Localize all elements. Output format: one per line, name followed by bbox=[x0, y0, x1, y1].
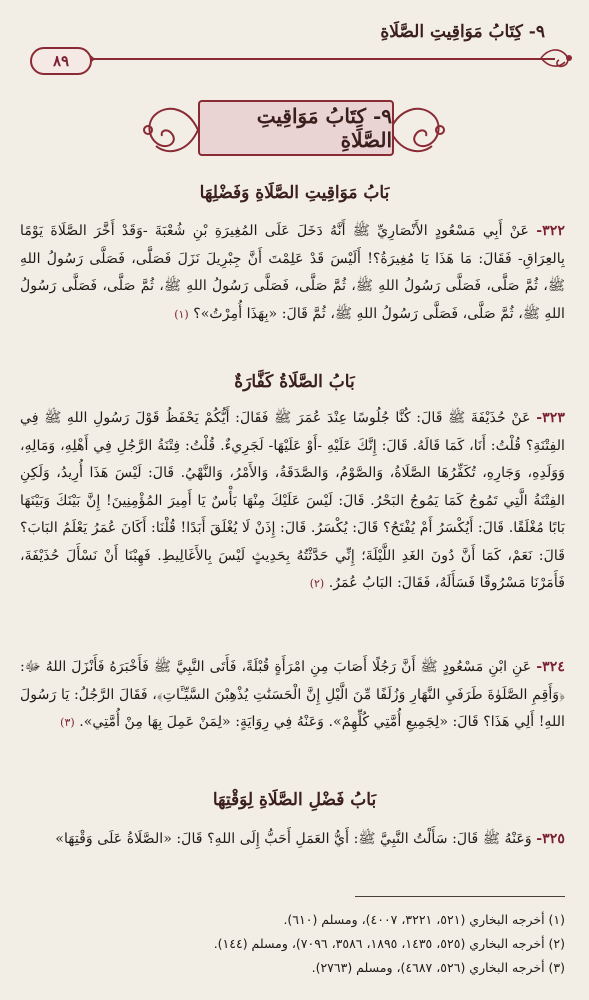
footnote: (٣) أخرجه البخاري (٥٢٦، ٤٦٨٧)، ومسلم (٢٧٦٣). bbox=[311, 960, 565, 975]
chapter-banner bbox=[140, 92, 448, 164]
footnote-ref: (٣) bbox=[60, 716, 75, 729]
hadith-text: عَنْ حُذَيْفَةَ ﷺ قَالَ: كُنَّا جُلُوسًا عِنْدَ عُمَرَ ﷺ فَقَالَ: أَيُّكُمْ يَحْفَظُ قَوْلَ رَسُولِ اللهِ ﷺ فِي الفِتْنَةِ؟ قُلْتُ: أَنَا، كَمَا قَالَهُ. قَالَ: إِنَّكَ عَلَيْهِ -أَوْ عَلَيْهَا- لَجَرِيءٌ. قُلْتُ: فِتْنَةُ الرَّجُلِ فِي أَهْلِهِ، وَمَالِهِ، وَوَلَدِهِ، وَجَارِهِ، تُكَفِّرُهَا الصَّلَاةُ، وَالصَّوْمُ، وَالصَّدَقَةُ، وَالأَمْرُ، وَالنَّهْيُ. قَالَ: لَيْسَ هَذَا أُرِيدُ، وَلَكِنِ الفِتْنَةُ الَّتِي تَمُوجُ كَمَا يَمُوجُ البَحْرُ. قَالَ: لَيْسَ عَلَيْكَ مِنْهَا بَأْسٌ يَا أَمِيرَ المُؤْمِنِينَ! إِنَّ بَيْنَكَ وَبَيْنَهَا بَابًا مُغْلَقًا. قَالَ: أَيُكْسَرُ أَمْ يُفْتَحُ؟ قَالَ: يُكْسَرُ. قَالَ: إِذَنْ لَا يُغْلَقَ أَبَدًا! قُلْنَا: أَكَانَ عُمَرُ يَعْلَمُ البَابَ؟ قَالَ: نَعَمْ، كَمَا أَنَّ دُونَ الغَدِ اللَّيْلَةَ؛ إِنِّي حَدَّثْتُهُ بِحَدِيثٍ لَيْسَ بِالأَغَالِيطِ. فَهِبْنَا أَنْ نَسْأَلَ حُذَيْفَةَ، فَأَمَرْنَا مَسْرُوقًا فَسَأَلَهُ، فَقَالَ: البَابُ عُمَرُ. bbox=[20, 410, 565, 591]
page-number-badge bbox=[30, 47, 92, 75]
hadith-number: ٣٢٢- bbox=[536, 223, 566, 239]
ornament-arabesque-icon bbox=[140, 98, 202, 162]
footnotes bbox=[20, 908, 565, 980]
section-heading: بَابُ الصَّلَاةُ كَفَّارَةٌ bbox=[234, 372, 355, 392]
hadith-paragraph bbox=[20, 826, 565, 854]
hadith-number: ٣٢٣- bbox=[536, 410, 565, 426]
section-heading: بَابُ فَضْلِ الصَّلَاةِ لِوَقْتِهَا bbox=[212, 790, 377, 810]
hadith-paragraph bbox=[20, 654, 565, 737]
hadith-number: ٣٢٥- bbox=[536, 831, 565, 847]
hadith-text: عَنِ ابْنِ مَسْعُودٍ ﷺ أَنَّ رَجُلًا أَصَابَ مِنِ امْرَأَةٍ قُبْلَةً، فَأَتَى النَّبِيَّ ﷺ فَأَخْبَرَهُ فَأَنْزَلَ اللهُ ﷻ: ﴿وَأَقِمِ الصَّلَوٰةَ طَرَفَيِ النَّهَارِ وَزُلَفًا مِّنَ الَّيْلِ إِنَّ الْحَسَنَٰتِ يُذْهِبْنَ السَّيِّـَٔاتِ﴾، فَقَالَ الرَّجُلُ: يَا رَسُولَ اللهِ! أَلِي هَذَا؟ قَالَ: «لِجَمِيعِ أُمَّتِي كُلِّهِمْ». وَعَنْهُ فِي رِوَايَةٍ: «لِمَنْ عَمِلَ بِهَا مِنْ أُمَّتِي». bbox=[20, 659, 565, 730]
header-rule bbox=[80, 58, 555, 60]
hadith-paragraph bbox=[20, 405, 565, 598]
hadith-paragraph bbox=[20, 218, 565, 328]
page-number: ٨٩ bbox=[52, 52, 70, 70]
section-heading: بَابُ مَوَاقِيتِ الصَّلَاةِ وَفَضْلِهَا bbox=[199, 183, 390, 203]
footnote-ref: (١) bbox=[174, 307, 189, 321]
footnote-ref: (٢) bbox=[309, 577, 325, 590]
footnote-separator bbox=[355, 896, 565, 897]
hadith-number: ٣٢٤- bbox=[536, 659, 566, 675]
ornament-arabesque-icon bbox=[386, 98, 448, 162]
running-header bbox=[20, 18, 575, 72]
footnote: (١) أخرجه البخاري (٥٢١، ٣٢٢١، ٤٠٠٧)، ومسلم (٦١٠). bbox=[283, 912, 565, 927]
footnote: (٢) أخرجه البخاري (٥٢٥، ١٤٣٥، ١٨٩٥، ٣٥٨٦، ٧٠٩٦)، ومسلم (١٤٤). bbox=[213, 936, 565, 951]
hadith-text: وَعَنْهُ ﷺ قَالَ: سَأَلْتُ النَّبِيَّ ﷺ: أَيُّ العَمَلِ أَحَبُّ إِلَى اللهِ؟ قَالَ: «الصَّلَاةُ عَلَى وَقْتِهَا» bbox=[55, 831, 532, 847]
chapter-title: ٩- كِتَابُ مَوَاقِيتِ الصَّلَاةِ bbox=[256, 104, 392, 152]
chapter-title-box bbox=[198, 100, 394, 156]
hadith-text: عَنْ أَبِي مَسْعُودٍ الأَنْصَارِيِّ ﷺ أَنَّهُ دَخَلَ عَلَى المُغِيرَةِ بْنِ شُعْبَةَ -وَقَدْ أَخَّرَ الصَّلَاةَ يَوْمًا بِالعِرَاقِ- فَقَالَ: مَا هَذَا يَا مُغِيرَةُ؟! أَلَيْسَ قَدْ عَلِمْتَ أَنَّ جِبْرِيلَ نَزَلَ فَصَلَّى، فَصَلَّى رَسُولُ اللهِ ﷺ، ثُمَّ صَلَّى، فَصَلَّى رَسُولُ اللهِ ﷺ، ثُمَّ صَلَّى، فَصَلَّى رَسُولُ اللهِ ﷺ، ثُمَّ صَلَّى، فَصَلَّى رَسُولُ اللهِ ﷺ، ثُمَّ صَلَّى، فَصَلَّى رَسُولُ اللهِ ﷺ، ثُمَّ قَالَ: «بِهَذَا أُمِرْتُ»؟ bbox=[20, 223, 565, 322]
running-title: ٩- كِتَابُ مَوَاقِيتِ الصَّلَاةِ bbox=[380, 22, 545, 42]
